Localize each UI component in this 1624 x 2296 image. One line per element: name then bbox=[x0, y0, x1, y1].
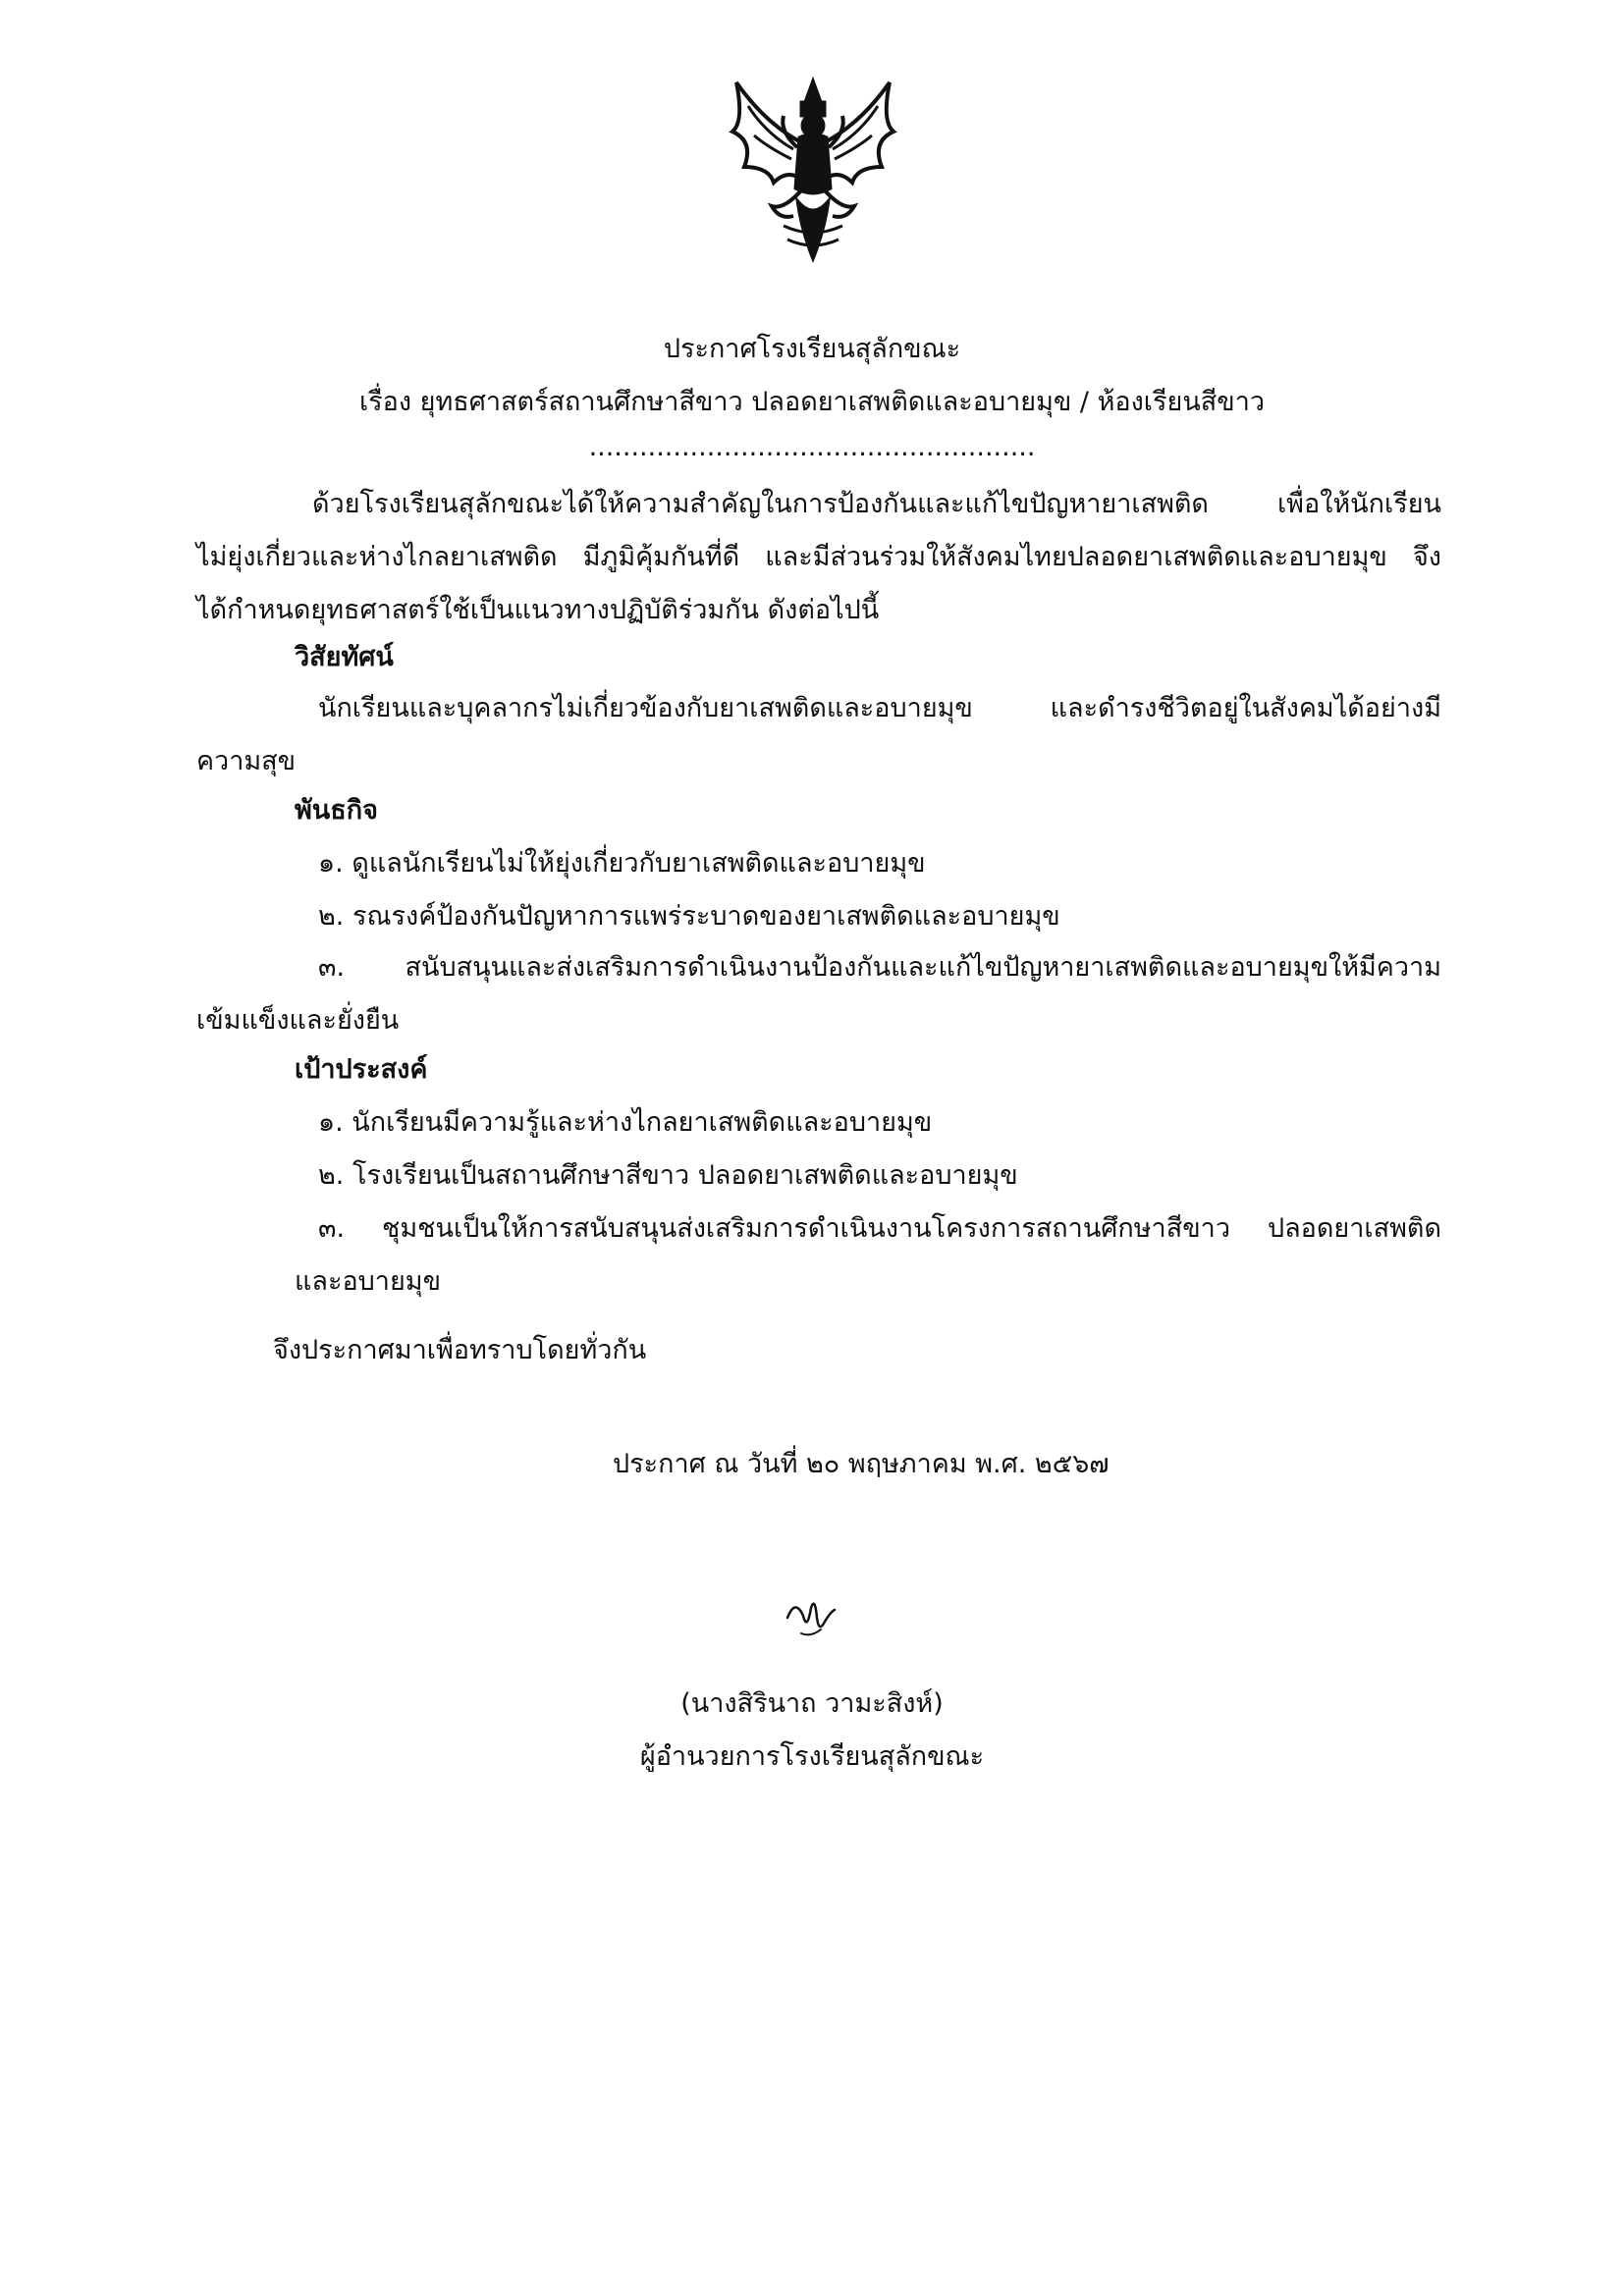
intro-line-1: ด้วยโรงเรียนสุลักขณะได้ให้ความสำคัญในการป้องกันและแก้ไขปัญหายาเสพติด เพื่อให้นักเรียน bbox=[312, 489, 1441, 519]
intro-line-2: ไม่ยุ่งเกี่ยวและห่างไกลยาเสพติด มีภูมิคุ้มกันที่ดี และมีส่วนร่วมให้สังคมไทยปลอดยาเสพติดและอบายมุข จึง bbox=[196, 542, 1441, 572]
goals-heading: เป้าประสงค์ bbox=[295, 1054, 428, 1085]
vision-heading: วิสัยทัศน์ bbox=[295, 642, 394, 672]
vision-line-2: ความสุข bbox=[196, 746, 297, 776]
mission-item-2: ๒. รณรงค์ป้องกันปัญหาการแพร่ระบาดของยาเสพติดและอบายมุข bbox=[318, 901, 1060, 932]
announcement-date: ประกาศ ณ วันที่ ๒๐ พฤษภาคม พ.ศ. ๒๕๖๗ bbox=[613, 1449, 1110, 1479]
goals-item-3-line-1: ๓. ชุมชนเป็นให้การสนับสนุนส่งเสริมการดำเนินงานโครงการสถานศึกษาสีขาว ปลอดยาเสพติด bbox=[318, 1213, 1441, 1244]
goals-item-2: ๒. โรงเรียนเป็นสถานศึกษาสีขาว ปลอดยาเสพติดและอบายมุข bbox=[318, 1160, 1018, 1191]
header-separator: ..................................................... bbox=[588, 432, 1036, 462]
mission-item-3-line-2: เข้มแข็งและยั่งยืน bbox=[196, 1005, 400, 1036]
signer-position: ผู้อำนวยการโรงเรียนสุลักขณะ bbox=[639, 1741, 985, 1772]
mission-item-1: ๑. ดูแลนักเรียนไม่ให้ยุ่งเกี่ยวกับยาเสพติดและอบายมุข bbox=[318, 848, 926, 879]
vision-line-1: นักเรียนและบุคลากรไม่เกี่ยวข้องกับยาเสพติดและอบายมุข และดำรงชีวิตอยู่ในสังคมได้อย่างมี bbox=[318, 693, 1441, 723]
mission-item-3-line-1: ๓. สนับสนุนและส่งเสริมการดำเนินงานป้องกันและแก้ไขปัญหายาเสพติดและอบายมุขให้มีความ bbox=[318, 952, 1441, 983]
closing-text: จึงประกาศมาเพื่อทราบโดยทั่วกัน bbox=[273, 1335, 647, 1365]
handwritten-signature-icon bbox=[782, 1588, 840, 1645]
intro-line-3: ได้กำหนดยุทธศาสตร์ใช้เป็นแนวทางปฏิบัติร่วมกัน ดังต่อไปนี้ bbox=[196, 595, 880, 625]
announcement-subject: เรื่อง ยุทธศาสตร์สถานศึกษาสีขาว ปลอดยาเสพติดและอบายมุข / ห้องเรียนสีขาว bbox=[358, 387, 1266, 417]
goals-item-1: ๑. นักเรียนมีความรู้และห่างไกลยาเสพติดและอบายมุข bbox=[318, 1107, 933, 1138]
goals-item-3-line-2: และอบายมุข bbox=[295, 1266, 442, 1297]
mission-heading: พันธกิจ bbox=[295, 795, 378, 826]
signer-name: (นางสิรินาถ วามะสิงห์) bbox=[680, 1688, 944, 1719]
announcement-title: ประกาศโรงเรียนสุลักขณะ bbox=[663, 334, 961, 364]
garuda-emblem-icon bbox=[715, 73, 911, 265]
